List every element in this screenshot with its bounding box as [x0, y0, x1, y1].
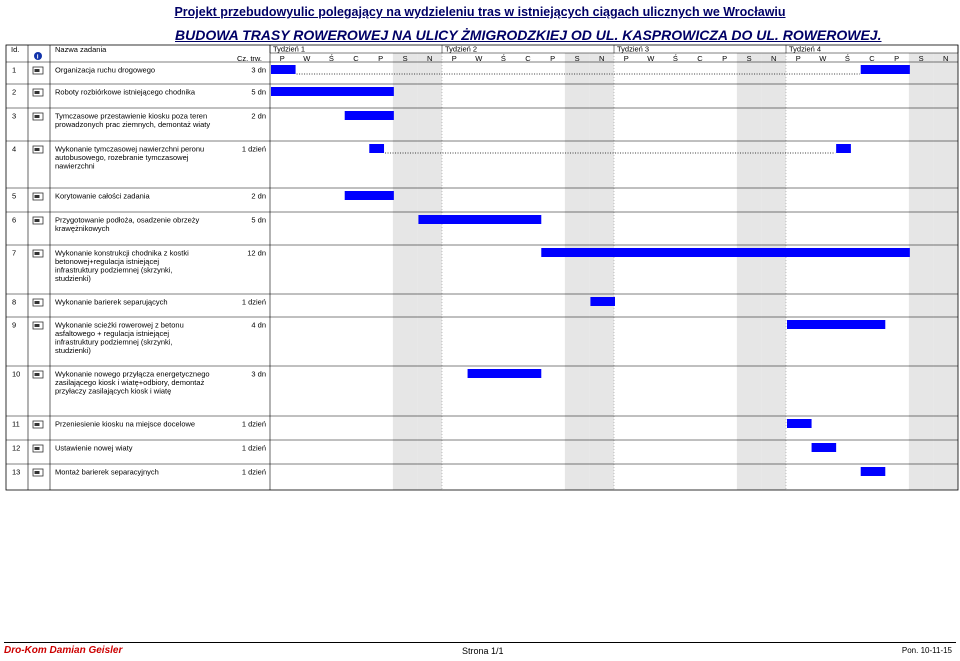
info-icon-glyph: i — [36, 53, 39, 61]
gantt-bar — [836, 144, 851, 153]
task-duration: 2 dn — [251, 111, 266, 121]
gantt-bar — [418, 215, 541, 224]
day-label: C — [869, 54, 875, 63]
task-icon-detail — [35, 301, 40, 304]
task-duration: 3 dn — [251, 65, 266, 75]
task-name: zasilającego kiosk i wiatę+odbiory, demontaż — [55, 378, 205, 387]
day-label: P — [279, 54, 285, 63]
gantt-bar — [369, 144, 384, 153]
task-name: Wykonanie tymczasowej nawierzchni peronu — [55, 144, 205, 154]
weekend-column — [393, 53, 418, 490]
footer-date: Pon. 10-11-15 — [901, 646, 952, 655]
task-duration: 1 dzień — [241, 144, 266, 154]
footer-page: Strona 1/1 — [462, 646, 504, 656]
gantt-bar — [541, 248, 910, 257]
task-name: Ustawienie nowej wiaty — [55, 443, 133, 453]
task-id: 13 — [12, 467, 21, 477]
task-id: 3 — [12, 111, 17, 121]
day-label: Ś — [844, 54, 850, 63]
gantt-bar — [345, 111, 394, 120]
task-name: Przeniesienie kiosku na miejsce docelowe — [55, 419, 196, 429]
column-header-id: Id. — [11, 45, 20, 54]
task-name: Wykonanie nowego przyłącza energetycznego — [55, 369, 210, 379]
task-name: Tymczasowe przestawienie kiosku poza teren — [55, 111, 208, 121]
day-label: Ś — [672, 54, 678, 63]
task-icon-detail — [35, 148, 40, 151]
task-id: 7 — [12, 248, 17, 258]
task-name: Korytowanie całości zadania — [55, 191, 150, 201]
task-duration: 5 dn — [251, 87, 266, 97]
task-icon-detail — [35, 115, 40, 118]
day-label: P — [378, 54, 384, 63]
gantt-bar — [787, 320, 885, 329]
task-name: studzienki) — [55, 274, 91, 283]
day-label: S — [574, 54, 580, 63]
weekend-column — [761, 53, 786, 490]
gantt-bar — [271, 87, 394, 96]
weekend-column — [909, 53, 934, 490]
gantt-bar — [861, 65, 910, 74]
task-name: przyłaczy zasilających kiosk i wiatę — [55, 386, 172, 396]
day-label: C — [525, 54, 531, 63]
day-label: P — [795, 54, 801, 63]
day-label: P — [550, 54, 556, 63]
task-name: asfaltowego + regulacja istniejącej — [55, 329, 170, 338]
day-label: N — [427, 54, 433, 63]
task-icon-detail — [35, 324, 40, 327]
task-name: Wykonanie barierek separujących — [55, 297, 168, 307]
weekend-column — [589, 53, 614, 490]
task-name: studzienki) — [55, 346, 91, 355]
task-id: 2 — [12, 87, 17, 97]
task-id: 11 — [12, 419, 20, 429]
day-label: P — [623, 54, 629, 63]
gantt-bar — [468, 369, 542, 378]
column-header-duration: Cz. trw. — [237, 54, 263, 63]
task-name: prowadzonych prac ziemnych, demontaż wiaty — [55, 120, 211, 129]
footer-divider — [4, 642, 956, 643]
day-label: C — [697, 54, 703, 63]
task-id: 9 — [12, 320, 17, 330]
task-id: 8 — [12, 297, 17, 307]
task-id: 1 — [12, 65, 17, 75]
day-label: C — [353, 54, 359, 63]
task-icon-detail — [35, 471, 40, 474]
page-title: Projekt przebudowyulic polegający na wydzieleniu tras w istniejących ciągach ulicznych we Wrocławiu — [174, 5, 786, 19]
day-label: Ś — [328, 54, 334, 63]
task-name: Wykonanie konstrukcji chodnika z kostki — [55, 248, 189, 258]
week-label: Tydzień 3 — [617, 44, 650, 54]
day-label: Ś — [500, 54, 506, 63]
day-label: W — [819, 54, 827, 63]
task-name: Organizacja ruchu drogowego — [55, 65, 156, 75]
task-icon-detail — [35, 219, 40, 222]
day-label: S — [746, 54, 752, 63]
weekend-column — [933, 53, 958, 490]
task-duration: 1 dzień — [241, 297, 266, 307]
day-label: P — [894, 54, 900, 63]
task-duration: 4 dn — [251, 320, 266, 330]
week-label: Tydzień 4 — [789, 44, 822, 54]
task-name: Roboty rozbiórkowe istniejącego chodnika — [55, 87, 196, 97]
task-duration: 5 dn — [251, 215, 266, 225]
day-label: W — [303, 54, 311, 63]
page-subtitle: BUDOWA TRASY ROWEROWEJ NA ULICY ŻMIGRODZKIEJ OD UL. KASPROWICZA DO UL. ROWEROWEJ. — [175, 27, 882, 43]
task-icon-detail — [35, 91, 40, 94]
gantt-bar — [345, 191, 394, 200]
task-duration: 1 dzień — [241, 443, 266, 453]
task-duration: 12 dn — [247, 248, 266, 258]
day-label: N — [943, 54, 949, 63]
week-label: Tydzień 2 — [445, 44, 478, 54]
column-header-name: Nazwa zadania — [55, 45, 107, 54]
task-id: 4 — [12, 144, 17, 154]
task-duration: 3 dn — [251, 369, 266, 379]
day-label: N — [599, 54, 605, 63]
task-name: Wykonanie scieżki rowerowej z betonu — [55, 320, 184, 330]
gantt-bar — [590, 297, 615, 306]
day-label: W — [647, 54, 655, 63]
gantt-bar — [787, 419, 812, 428]
weekend-column — [417, 53, 442, 490]
task-icon-detail — [35, 447, 40, 450]
task-name: Przygotowanie podłoża, osadzenie obrzeży — [55, 215, 200, 225]
task-name: infrastruktury podziemnej (skrzynki, — [55, 265, 173, 275]
task-name: Montaż barierek separacyjnych — [55, 467, 159, 477]
day-label: P — [722, 54, 728, 63]
day-label: N — [771, 54, 777, 63]
weekend-column — [565, 53, 590, 490]
task-name: infrastruktury podziemnej (skrzynki, — [55, 337, 173, 347]
gantt-bar — [271, 65, 296, 74]
task-icon-detail — [35, 423, 40, 426]
day-label: W — [475, 54, 483, 63]
task-id: 5 — [12, 191, 17, 201]
day-label: S — [402, 54, 408, 63]
task-id: 10 — [12, 369, 21, 379]
task-icon-detail — [35, 252, 40, 255]
task-icon-detail — [35, 373, 40, 376]
task-name: krawężnikowych — [55, 224, 110, 233]
footer-company: Dro-Kom Damian Geisler — [4, 645, 123, 656]
task-name: autobusowego, rozebranie tymczasowej — [55, 153, 189, 162]
task-name: nawierzchni — [55, 161, 95, 171]
task-icon-detail — [35, 195, 40, 198]
weekend-column — [737, 53, 762, 490]
task-icon-detail — [35, 69, 40, 72]
task-duration: 1 dzień — [241, 419, 266, 429]
task-duration: 1 dzień — [241, 467, 266, 477]
day-label: S — [918, 54, 924, 63]
week-label: Tydzień 1 — [273, 44, 306, 54]
task-id: 12 — [12, 443, 21, 453]
task-id: 6 — [12, 215, 17, 225]
day-label: P — [451, 54, 457, 63]
gantt-bar — [812, 443, 837, 452]
gantt-bar — [861, 467, 886, 476]
task-name: betonowej+regulacja istniejącej — [55, 257, 160, 266]
task-duration: 2 dn — [251, 191, 266, 201]
